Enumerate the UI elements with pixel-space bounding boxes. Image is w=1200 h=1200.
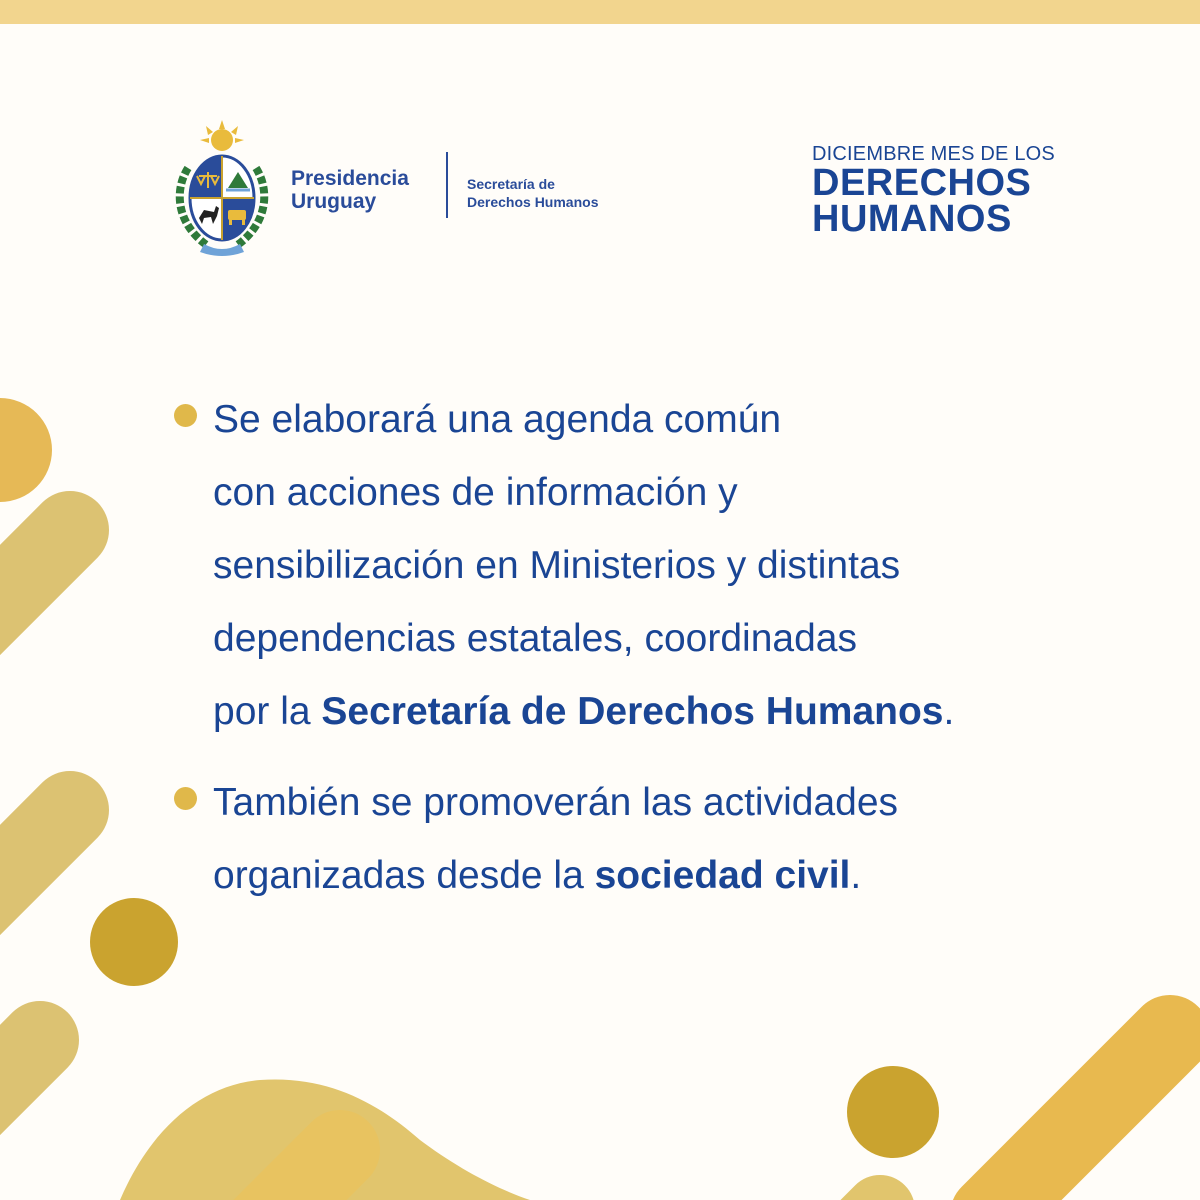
decor-stripe-right — [990, 1035, 1170, 1200]
bullet-item-sociedad-civil — [172, 766, 1172, 912]
bullet1-line2: con acciones de información y — [213, 471, 738, 514]
bullet1-line5-period: . — [943, 690, 955, 733]
bullet-list — [172, 383, 1172, 912]
secretaria-logo-text — [467, 175, 598, 211]
coat-of-arms-icon — [168, 120, 276, 262]
bullet1-line4: dependencias estatales, coordinadas — [213, 617, 857, 660]
campaign-title — [812, 143, 1055, 240]
bullet1-line5-text: por la — [213, 690, 322, 733]
sociedad-civil-emphasis: sociedad civil — [594, 854, 851, 897]
bullet2-line1: También se promoverán las actividades — [213, 781, 899, 824]
secretaria-line: Secretaría de — [467, 176, 555, 192]
decor-stripe-left-3 — [0, 1040, 40, 1120]
bullet-item-agenda — [172, 383, 1172, 748]
campaign-title-line-1: DERECHOS — [812, 162, 1032, 204]
logo-divider — [446, 152, 448, 218]
derechos-humanos-line: Derechos Humanos — [467, 194, 599, 210]
decor-circle-right — [847, 1066, 939, 1158]
decor-stripe-left-2 — [0, 810, 70, 940]
uruguay-line: Uruguay — [291, 190, 377, 213]
decor-circle-left-top — [0, 398, 52, 502]
decor-circle-left-mid — [90, 898, 178, 986]
header — [0, 0, 1200, 300]
campaign-title-line-2: HUMANOS — [812, 198, 1012, 240]
bullet2-line2-text: organizadas desde la — [213, 854, 595, 897]
bullet1-line5 — [213, 675, 1172, 748]
bullet-dot-icon — [174, 787, 197, 810]
decor-stripe-left-1 — [0, 530, 70, 660]
bullet1-line3: sensibilización en Ministerios y distintas — [213, 544, 901, 587]
campaign-subtitle: DICIEMBRE MES DE LOS — [812, 143, 1055, 165]
presidencia-logo-text — [291, 167, 409, 213]
presidencia-line: Presidencia — [291, 167, 409, 190]
bullet2-line2-period: . — [850, 854, 862, 897]
bullet1-line1: Se elaborará una agenda común — [213, 398, 782, 441]
bullet2-line2 — [213, 839, 1172, 912]
secretaria-emphasis: Secretaría de Derechos Humanos — [321, 690, 944, 733]
bullet-dot-icon — [174, 404, 197, 427]
